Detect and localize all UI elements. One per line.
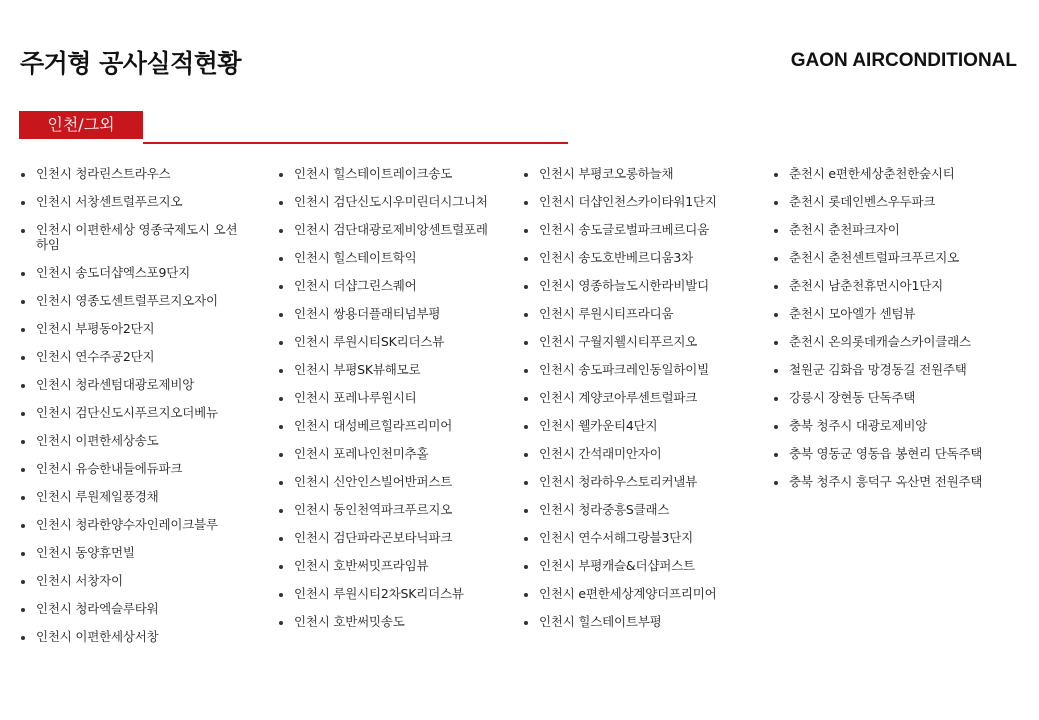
project-list-item: 인천시 더샵인천스카이타워1단지: [523, 194, 763, 209]
project-list-item: 인천시 이편한세상송도: [20, 433, 245, 448]
project-list-item: 충북 영동군 영동읍 봉현리 단독주택: [773, 446, 1033, 461]
project-list-column-1: [20, 166, 245, 657]
project-list-item: 인천시 쌍용더플래티넘부평: [278, 306, 518, 321]
project-list-item: 인천시 부평동아2단지: [20, 321, 245, 336]
project-list-column-4: [773, 166, 1033, 502]
project-list-item: 인천시 청라센텀대광로제비앙: [20, 377, 245, 392]
project-list-item: 춘천시 춘천파크자이: [773, 222, 1033, 237]
project-list-item: 춘천시 온의롯데캐슬스카이클래스: [773, 334, 1033, 349]
project-list-item: 인천시 루원시티프라디움: [523, 306, 763, 321]
project-list-item: 인천시 송도파크레인동일하이빌: [523, 362, 763, 377]
project-list-item: 인천시 이편한세상 영종국제도시 오션하임: [20, 222, 245, 252]
project-list-item: 인천시 루원시티SK리더스뷰: [278, 334, 518, 349]
project-list-item: 인천시 계양코아루센트럴파크: [523, 390, 763, 405]
project-list-item: 인천시 검단대광로제비앙센트럴포레: [278, 222, 518, 237]
project-list-item: 인천시 대성베르힐라프리미어: [278, 418, 518, 433]
project-list-column-2: [278, 166, 518, 642]
project-list-item: 인천시 신안인스빌어반퍼스트: [278, 474, 518, 489]
project-list-item: 인천시 검단파라곤보타닉파크: [278, 530, 518, 545]
project-list-item: 인천시 부평SK뷰해모로: [278, 362, 518, 377]
project-list-item: 인천시 더샵그린스퀘어: [278, 278, 518, 293]
project-list-item: 충북 청주시 대광로제비앙: [773, 418, 1033, 433]
project-list-item: 인천시 영종도센트럴푸르지오자이: [20, 293, 245, 308]
project-list-item: 춘천시 e편한세상춘천한숲시티: [773, 166, 1033, 181]
section-tag-incheon: 인천/그외: [19, 111, 143, 139]
project-list-item: 인천시 루원시티2차SK리더스뷰: [278, 586, 518, 601]
project-list-item: 인천시 검단신도시우미린더시그니처: [278, 194, 518, 209]
project-list-item: 인천시 청라중흥S클래스: [523, 502, 763, 517]
project-list-item: 인천시 동양휴먼빌: [20, 545, 245, 560]
project-list-item: 인천시 이편한세상서창: [20, 629, 245, 644]
project-list-item: 인천시 청라엑슬루타워: [20, 601, 245, 616]
project-list-item: 인천시 서창센트럴푸르지오: [20, 194, 245, 209]
project-list-item: 철원군 김화읍 망경동길 전원주택: [773, 362, 1033, 377]
project-list-item: 인천시 유승한내들에듀파크: [20, 461, 245, 476]
project-list-item: 인천시 힐스테이트부평: [523, 614, 763, 629]
project-list-item: 인천시 힐스테이트학익: [278, 250, 518, 265]
project-list-item: 춘천시 남춘천휴먼시아1단지: [773, 278, 1033, 293]
project-list-item: 인천시 호반써밋송도: [278, 614, 518, 629]
project-list-item: 인천시 검단신도시푸르지오더베뉴: [20, 405, 245, 420]
project-list-item: 인천시 동인천역파크푸르지오: [278, 502, 518, 517]
project-list-item: 인천시 루원제일풍경채: [20, 489, 245, 504]
project-list-item: 인천시 호반써밋프라임뷰: [278, 558, 518, 573]
section-divider: [143, 142, 568, 144]
project-list-item: 인천시 부평코오롱하늘채: [523, 166, 763, 181]
project-list-item: 충북 청주시 흥덕구 옥산면 전원주택: [773, 474, 1033, 489]
project-list-item: 인천시 e편한세상계양더프리미어: [523, 586, 763, 601]
project-list-item: 인천시 송도호반베르디움3차: [523, 250, 763, 265]
project-list-item: 인천시 포레나루원시티: [278, 390, 518, 405]
project-list-item: 인천시 부평캐슬&더샵퍼스트: [523, 558, 763, 573]
project-list-item: 춘천시 모아엘가 센텀뷰: [773, 306, 1033, 321]
project-list-item: 인천시 청라한양수자인레이크블루: [20, 517, 245, 532]
project-list-column-3: [523, 166, 763, 642]
project-list-item: 인천시 연수서해그랑블3단지: [523, 530, 763, 545]
project-list-item: 춘천시 롯데인벤스우두파크: [773, 194, 1033, 209]
project-list-item: 인천시 연수주공2단지: [20, 349, 245, 364]
project-list-item: 인천시 송도글로벌파크베르디움: [523, 222, 763, 237]
project-list-item: 춘천시 춘천센트럴파크푸르지오: [773, 250, 1033, 265]
project-list-item: 인천시 힐스테이트레이크송도: [278, 166, 518, 181]
project-list-item: 인천시 청라린스트라우스: [20, 166, 245, 181]
project-list-item: 인천시 포레나인천미추홀: [278, 446, 518, 461]
project-list-item: 인천시 영종하늘도시한라비발디: [523, 278, 763, 293]
project-list-item: 인천시 서창자이: [20, 573, 245, 588]
project-list-item: 인천시 송도더샵엑스포9단지: [20, 265, 245, 280]
project-list-item: 인천시 웰카운티4단지: [523, 418, 763, 433]
project-list-item: 인천시 간석래미안자이: [523, 446, 763, 461]
page-title: 주거형 공사실적현황: [20, 49, 242, 78]
company-brand: GAON AIRCONDITIONAL: [790, 50, 1017, 71]
project-list-item: 인천시 청라하우스토리커낼뷰: [523, 474, 763, 489]
project-list-item: 강릉시 장현동 단독주택: [773, 390, 1033, 405]
project-list-item: 인천시 구월지웰시티푸르지오: [523, 334, 763, 349]
